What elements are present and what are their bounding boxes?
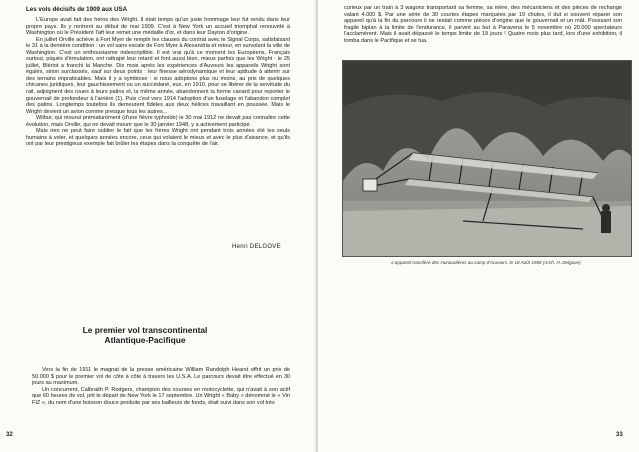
biplane-photo [342,60,632,257]
body-paragraph: Vers la fin de 1911 le magnat de la presse américaine William Randolph Hearst offrit un prix de 50.000 $ pour le premier vol de côte à côte à travers les U.S.A. Le parcours devait être effectué en 30 jours au maximum. [32,367,290,387]
body-paragraph: Un concurrent, Calbraith P. Rodgers, champion des courses en motocyclette, qui n'avait à son actif que 60 heures de vol, prit le départ de New York le 17 septembre. Un Wright « Baby » dénommé le « Vin FIZ », du nom d'une boisson douce produite par ses bailleurs de fonds, était suivi dans son vol très [32,386,290,406]
body-paragraph: En juillet Orville achève à Fort Myer de remplir les clauses du contrat avec le Signal Corps, satisfaisant le 31 à la dernière condition : un vol sans escale de Fort Myer à Alexandria et retour, en survolant la ville de Washington. C'est un enthousiasme indescriptible. Il est vrai qu'à ce moment les Européens, Français surtout, piqués d'émulation, ont rattrapé leur retard et font aussi bien, mieux parfois que les Wright : le 25 juillet, Blériot a franchi la Manche. Dix mois après les expériences d'Auvours les appareils Wright sont égalés, sinon surclassés, sauf sur deux points : leur finesse aérodynamique et leur aptitude à atterrir sur des terrains impraticables. Mais il y a symbiose : si nous adoptons plus ou moins, au prix de quelques chicanes juridiques, leur gauchissement ou un succédané, eux, en 1910, pour se libérer de la servitude du rail, adjoignent des roues à leurs patins et, la même année, abandonnent la forme canard pour reporter le gouvernail de profondeur à l'arrière (1). Puis c'est vers 1914 l'adoption d'un fuselage et l'abandon complet des patins. Longtemps toutefois ils demeurent fidèles aux deux hélices travaillant en poussée. Mais le Wright devient un avion comme presque tous les autres... [26,36,290,115]
body-paragraph: Wilbur, qui mourut prématurément (d'une fièvre typhoïde) le 30 mai 1912 ne devait pas connaître cette évolution, mais Orville, qui ne devait mourir que le 30 janvier 1948, y a activement participé. [26,115,290,128]
body-paragraph: curieux par un train à 3 wagons transportant sa femme, sa mère, des mécaniciens et des pièces de rechange valant 4.000 $. Par une série de 30 courtes étapes marquées par 19 chutes, il dut si souvent réparer son appareil qu'à la fin du parcours il ne restait comme pièces d'origine que le gouvernail et un mât. Poussant son fragile biplan à la limite de l'endurance, il parvint au but à Paravena le 5 novembre où 20.000 spectateurs l'acclamèrent. Mais il avait dépassé le temps limite de 19 jours ! Quatre mois plus tard, lors d'une exhibition, il tomba dans le Pacifique et se tua. [344,5,622,44]
right-page [318,0,639,452]
page-number: 32 [6,432,13,438]
body-paragraph: Mais rien ne peut faire oublier le fait que les frères Wright ont pendant trois années été les seuls humains à voler, et quelques années encore, ceux qui volaient le mieux et avec le plus d'aisance, et qu'ils ont par leur prestigieux exemple fait brûler les étapes dans la conquête de l'air. [26,128,290,148]
author-signature: Henri DELGOVE [232,244,281,250]
photo-caption: L'appareil transféré des Hunaudières au camp d'Auvours, le 18 Août 1908 (Arch. H. Delgove) [391,260,581,265]
section-title-line: Le premier vol transcontinental [82,325,208,335]
section-header: Les vols décisifs de 1909 aux USA [26,6,128,13]
left-page [0,0,316,452]
page-number: 33 [616,432,623,438]
article-body [344,5,622,44]
section-title [40,325,250,345]
section-body [32,367,290,406]
body-paragraph: L'Europe avait fait des héros des Wright. Il était temps qu'un juste hommage leur fut rendu dans leur propre pays. Ils y rentrent au début de mai 1909. C'est à New York un accueil triomphal renouvelé à Washington où le Président Taft leur remet une médaille d'or, et dans leur Dayton d'origine. [26,17,290,37]
article-body [26,17,290,148]
biplane-photo-image [343,61,631,256]
section-title-line: Atlantique-Pacifique [104,335,186,345]
